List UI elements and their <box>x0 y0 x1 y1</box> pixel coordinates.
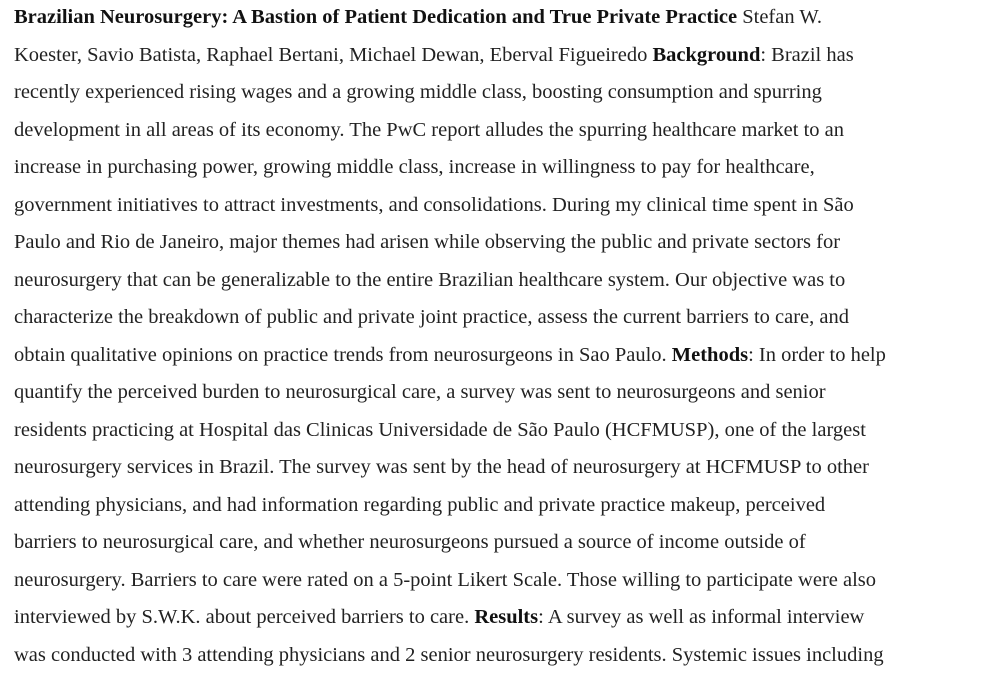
text-line-1 <box>14 0 974 37</box>
author-list-start: Stefan W. <box>742 6 822 28</box>
methods-text-start: : In order to help <box>748 343 886 366</box>
methods-text-end: interviewed by S.W.K. about perceived barriers to care. <box>14 606 470 628</box>
text-line-8: neurosurgery that can be generalizable to the entire Brazilian healthcare system. Our objective was to <box>14 268 846 291</box>
text-line-5: increase in purchasing power, growing middle class, increase in willingness to pay for healthcare, <box>14 156 815 178</box>
text-line-4: development in all areas of its economy. The PwC report alludes the spurring healthcare market to an <box>14 118 844 141</box>
text-line-13: neurosurgery services in Brazil. The survey was sent by the head of neurosurgery at HCFMUSP to other <box>14 456 869 478</box>
text-line-2 <box>14 37 974 75</box>
text-line-15: barriers to neurosurgical care, and whether neurosurgeons pursued a source of income outside of <box>14 531 806 553</box>
abstract-text <box>14 0 974 674</box>
text-line-18: was conducted with 3 attending physicians and 2 senior neurosurgery residents. Systemic issues including <box>14 643 884 666</box>
text-line-12: residents practicing at Hospital das Clinicas Universidade de São Paulo (HCFMUSP), one of the largest <box>14 418 866 441</box>
text-line-17 <box>14 599 974 637</box>
text-line-14: attending physicians, and had information regarding public and private practice makeup, perceived <box>14 493 826 516</box>
background-heading: Background <box>652 43 761 66</box>
methods-heading: Methods <box>671 343 749 366</box>
results-text-start: : A survey as well as informal interview <box>538 606 865 628</box>
text-line-10 <box>14 337 974 375</box>
document-title: Brazilian Neurosurgery: A Bastion of Patient Dedication and True Private Practice <box>14 6 738 28</box>
text-line-7: Paulo and Rio de Janeiro, major themes had arisen while observing the public and private sectors for <box>14 231 841 253</box>
background-text-end: obtain qualitative opinions on practice trends from neurosurgeons in Sao Paulo. <box>14 343 667 366</box>
results-heading: Results <box>474 606 539 628</box>
text-line-6: government initiatives to attract investments, and consolidations. During my clinical time spent in São <box>14 193 854 216</box>
text-line-3: recently experienced rising wages and a growing middle class, boosting consumption and spurring <box>14 81 822 103</box>
text-line-9: characterize the breakdown of public and private joint practice, assess the current barriers to care, and <box>14 306 849 328</box>
text-line-16: neurosurgery. Barriers to care were rated on a 5-point Likert Scale. Those willing to participate were also <box>14 568 877 591</box>
author-list-end: Koester, Savio Batista, Raphael Bertani, Michael Dewan, Eberval Figueiredo <box>14 43 648 66</box>
text-line-11: quantify the perceived burden to neurosurgical care, a survey was sent to neurosurgeons and senior <box>14 381 826 403</box>
background-text-start: : Brazil has <box>760 43 854 66</box>
